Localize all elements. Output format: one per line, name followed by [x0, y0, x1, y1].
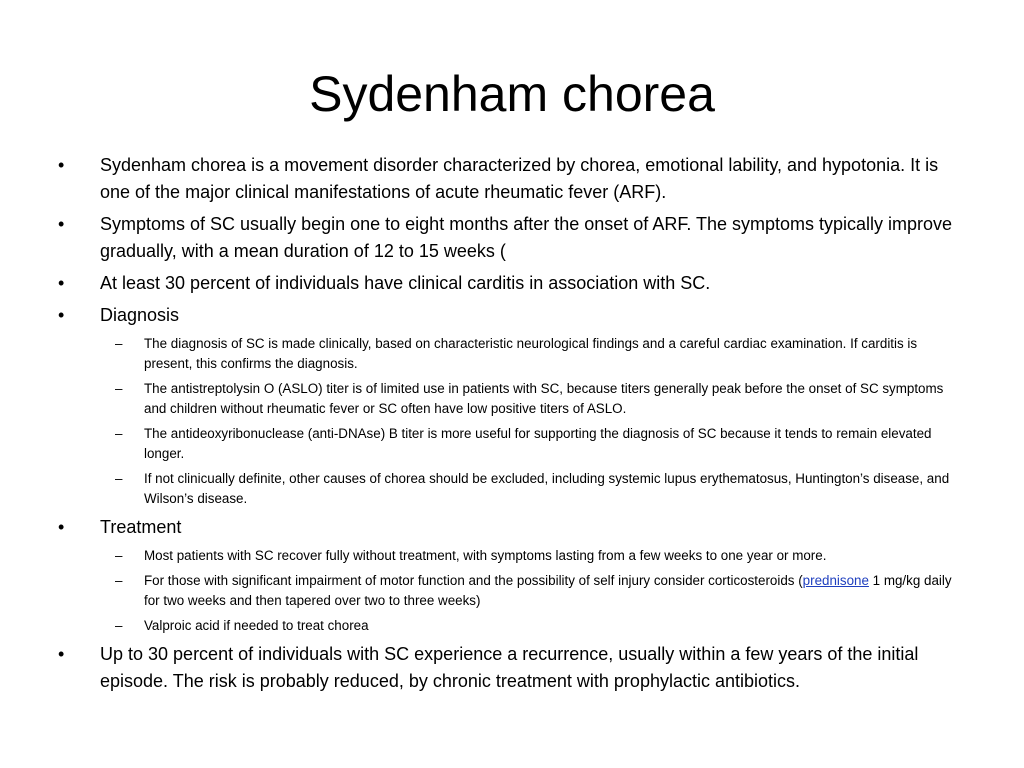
bullet-item: [58, 270, 968, 297]
dash-icon: –: [115, 573, 123, 588]
bullet-item: [58, 641, 968, 695]
sub-bullet-item: [58, 424, 968, 464]
sub-bullet-text-after: 1 mg/kg daily for two weeks and then tapered over two to three weeks): [144, 573, 952, 608]
bullet-icon: •: [58, 214, 65, 234]
bullet-text: Diagnosis: [100, 305, 180, 325]
prednisone-link[interactable]: prednisone: [802, 573, 869, 588]
dash-icon: –: [115, 426, 123, 441]
sub-bullet-item: [58, 546, 968, 566]
slide-body: [58, 152, 968, 700]
sub-bullet-text: The antideoxyribonuclease (anti-DNAse) B titer is more useful for supporting the diagnosis of SC because it tends to remain elevated longer.: [144, 426, 932, 461]
sub-bullet-text: [144, 573, 952, 608]
slide-title: Sydenham chorea: [309, 66, 715, 122]
sub-bullet-text-before: For those with significant impairment of motor function and the possibility of self injury consider corticosteroids (: [144, 573, 803, 588]
bullet-icon: •: [58, 273, 65, 293]
bullet-item-diagnosis: [58, 302, 968, 329]
bullet-text: Treatment: [100, 517, 182, 537]
bullet-text: Sydenham chorea is a movement disorder characterized by chorea, emotional lability, and hypotonia. It is one of the major clinical manifestations of acute rheumatic fever (ARF).: [100, 155, 939, 202]
bullet-icon: •: [58, 517, 65, 537]
sub-bullet-item: [58, 571, 968, 611]
bullet-text: At least 30 percent of individuals have clinical carditis in association with SC.: [100, 273, 711, 293]
sub-bullet-item: [58, 379, 968, 419]
sub-bullet-text: Most patients with SC recover fully without treatment, with symptoms lasting from a few weeks to one year or more.: [144, 548, 827, 563]
dash-icon: –: [115, 471, 123, 486]
sub-bullet-text: Valproic acid if needed to treat chorea: [144, 618, 369, 633]
bullet-text: Symptoms of SC usually begin one to eight months after the onset of ARF. The symptoms typically improve gradually, with a mean duration of 12 to 15 weeks (: [100, 214, 953, 261]
bullet-item-treatment: [58, 514, 968, 541]
sub-bullet-item: [58, 469, 968, 509]
bullet-text: Up to 30 percent of individuals with SC experience a recurrence, usually within a few years of the initial episode. The risk is probably reduced, by chronic treatment with prophylactic antibiotics.: [100, 644, 919, 691]
sub-bullet-text: If not clinicually definite, other causes of chorea should be excluded, including systemic lupus erythematosus, Huntington’s disease, and Wilson’s disease.: [144, 471, 950, 506]
sub-bullet-item: [58, 616, 968, 636]
dash-icon: –: [115, 618, 123, 633]
sub-bullet-text: The antistreptolysin O (ASLO) titer is of limited use in patients with SC, because titers generally peak before the onset of SC symptoms and children without rheumatic fever or SC often have low positive titers of ASLO.: [144, 381, 944, 416]
bullet-item: [58, 211, 968, 265]
sub-bullet-item: [58, 334, 968, 374]
bullet-icon: •: [58, 305, 65, 325]
bullet-item: [58, 152, 968, 206]
bullet-icon: •: [58, 155, 65, 175]
dash-icon: –: [115, 381, 123, 396]
dash-icon: –: [115, 548, 123, 563]
sub-bullet-text: The diagnosis of SC is made clinically, based on characteristic neurological findings and a careful cardiac examination. If carditis is present, this confirms the diagnosis.: [144, 336, 918, 371]
bullet-icon: •: [58, 644, 65, 664]
dash-icon: –: [115, 336, 123, 351]
